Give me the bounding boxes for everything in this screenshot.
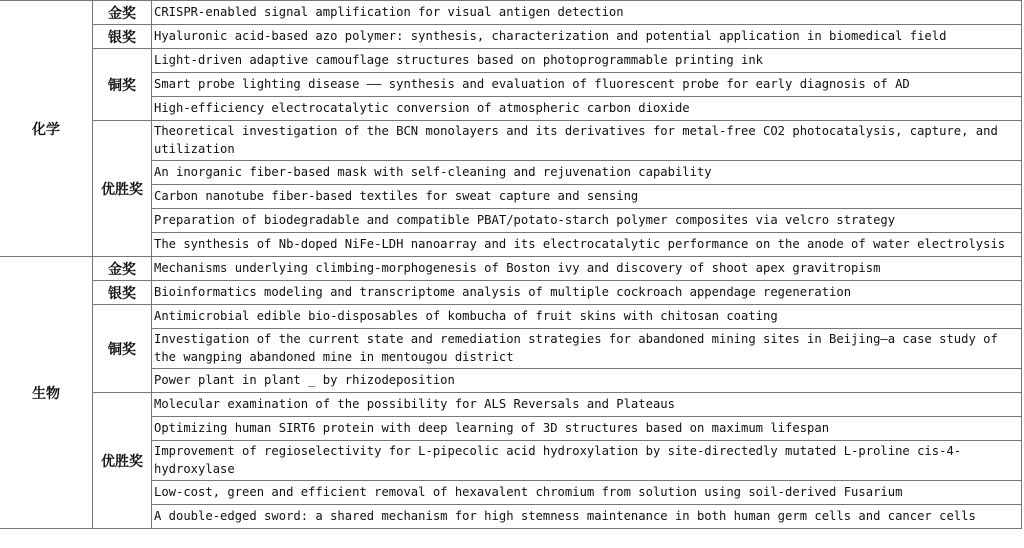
table-row [0, 441, 1022, 481]
project-title: Preparation of biodegradable and compatible PBAT/potato-starch polymer composites via velcro strategy [152, 209, 1022, 233]
table-row [0, 209, 1022, 233]
project-title: Investigation of the current state and remediation strategies for abandoned mining sites in Beijing—a case study of the wangping abandoned mine in mentougou district [152, 329, 1022, 369]
subject-cell-biology: 生物 [0, 257, 93, 529]
award-cell-gold: 金奖 [93, 1, 152, 25]
table-row [0, 393, 1022, 417]
project-title: Low-cost, green and efficient removal of hexavalent chromium from solution using soil-derived Fusarium [152, 481, 1022, 505]
table-row [0, 161, 1022, 185]
award-cell-merit: 优胜奖 [93, 121, 152, 257]
table-row [0, 1, 1022, 25]
award-cell-silver: 银奖 [93, 281, 152, 305]
table-row [0, 233, 1022, 257]
project-title: Hyaluronic acid-based azo polymer: synthesis, characterization and potential application in biomedical field [152, 25, 1022, 49]
project-title: A double-edged sword: a shared mechanism for high stemness maintenance in both human germ cells and cancer cells [152, 505, 1022, 529]
project-title: The synthesis of Nb-doped NiFe-LDH nanoarray and its electrocatalytic performance on the anode of water electrolysis [152, 233, 1022, 257]
table-row [0, 369, 1022, 393]
project-title: Molecular examination of the possibility for ALS Reversals and Plateaus [152, 393, 1022, 417]
project-title: Antimicrobial edible bio-disposables of kombucha of fruit skins with chitosan coating [152, 305, 1022, 329]
project-title: CRISPR-enabled signal amplification for visual antigen detection [152, 1, 1022, 25]
award-cell-bronze: 铜奖 [93, 305, 152, 393]
project-title: Improvement of regioselectivity for L-pipecolic acid hydroxylation by site-directedly mutated L-proline cis-4-hydroxylase [152, 441, 1022, 481]
table-row [0, 49, 1022, 73]
table-row [0, 97, 1022, 121]
project-title: An inorganic fiber-based mask with self-cleaning and rejuvenation capability [152, 161, 1022, 185]
table-row [0, 481, 1022, 505]
project-title: Mechanisms underlying climbing-morphogenesis of Boston ivy and discovery of shoot apex gravitropism [152, 257, 1022, 281]
award-cell-bronze: 铜奖 [93, 49, 152, 121]
table-row [0, 185, 1022, 209]
table-row [0, 73, 1022, 97]
table-row [0, 257, 1022, 281]
award-cell-merit: 优胜奖 [93, 393, 152, 529]
project-title: Carbon nanotube fiber-based textiles for sweat capture and sensing [152, 185, 1022, 209]
project-title: Light-driven adaptive camouflage structures based on photoprogrammable printing ink [152, 49, 1022, 73]
table-row [0, 281, 1022, 305]
award-cell-silver: 银奖 [93, 25, 152, 49]
project-title: Optimizing human SIRT6 protein with deep learning of 3D structures based on maximum lifespan [152, 417, 1022, 441]
table-row [0, 121, 1022, 161]
project-title: High-efficiency electrocatalytic conversion of atmospheric carbon dioxide [152, 97, 1022, 121]
table-row [0, 25, 1022, 49]
project-title: Power plant in plant _ by rhizodeposition [152, 369, 1022, 393]
award-cell-gold: 金奖 [93, 257, 152, 281]
table-row [0, 305, 1022, 329]
project-title: Theoretical investigation of the BCN monolayers and its derivatives for metal-free CO2 photocatalysis, capture, and utilization [152, 121, 1022, 161]
project-title: Bioinformatics modeling and transcriptome analysis of multiple cockroach appendage regeneration [152, 281, 1022, 305]
project-title: Smart probe lighting disease —— synthesis and evaluation of fluorescent probe for early diagnosis of AD [152, 73, 1022, 97]
table-row [0, 329, 1022, 369]
table-row [0, 505, 1022, 529]
subject-cell-chemistry: 化学 [0, 1, 93, 257]
table-row [0, 417, 1022, 441]
